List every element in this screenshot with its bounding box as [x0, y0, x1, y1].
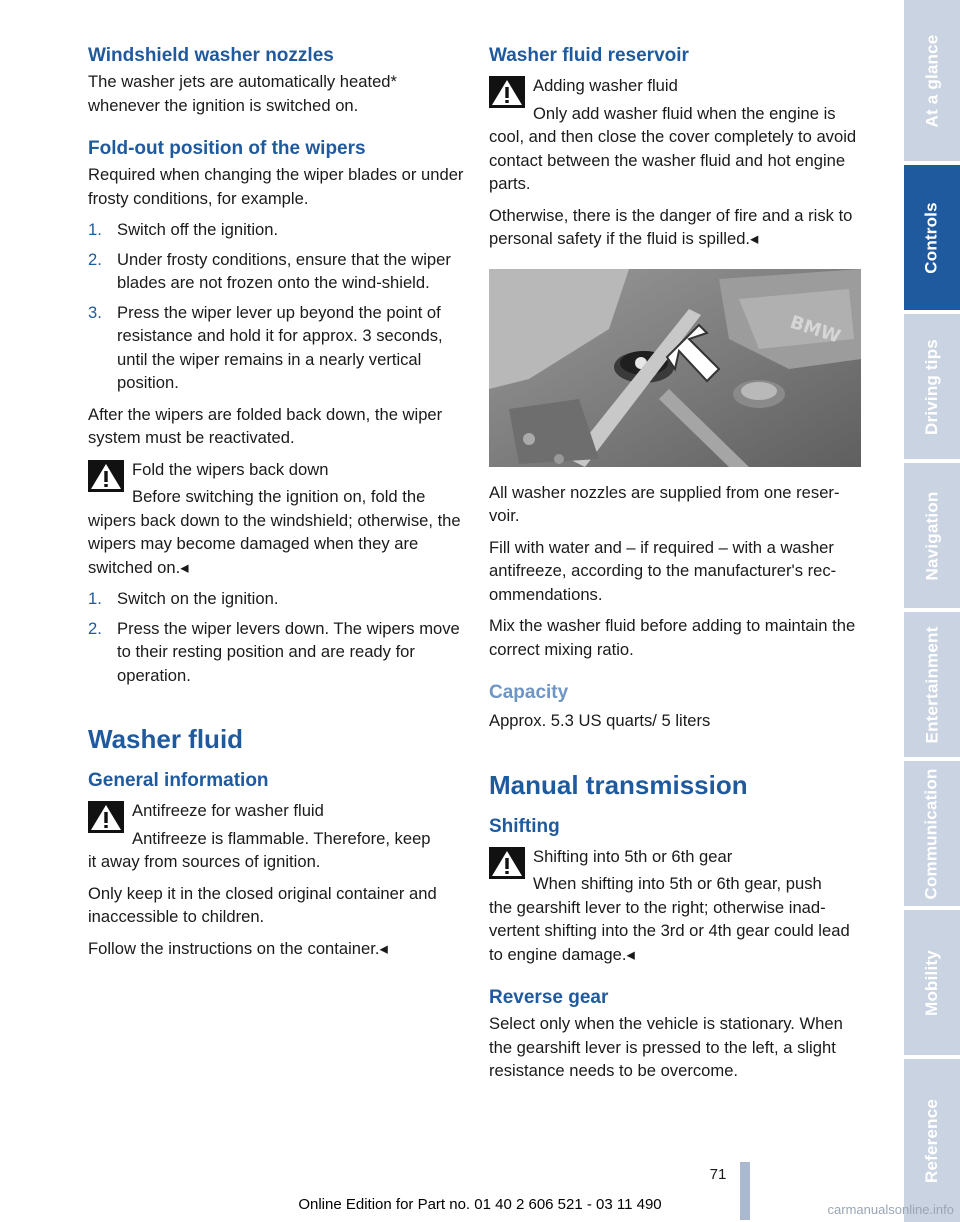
general-info-heading: General information	[88, 770, 269, 791]
warning-triangle-icon	[88, 460, 124, 492]
tab-label: Entertainment	[922, 626, 941, 743]
warning-line: Before switching the ignition on, fold the	[132, 487, 426, 506]
tab-communication[interactable]	[904, 761, 960, 906]
fill-text: Fill with water and – if required – with a washer antifreeze, according to the manufacturer's rec-ommendations.	[489, 537, 837, 604]
tab-controls[interactable]	[904, 165, 960, 310]
capacity-heading: Capacity	[489, 682, 569, 703]
warning-text: the gearshift lever to the right; otherwise inad-vertent shifting into the 3rd or 4th gear could lead to engine damage.◂	[489, 897, 850, 964]
watermark: carmanualsonline.info	[827, 1202, 954, 1217]
nozzles-text: The washer jets are automatically heated* whenever the ignition is switched on.	[88, 72, 397, 115]
step-number: 1.	[88, 589, 102, 608]
warning-fold-wipers	[88, 458, 464, 580]
follow-text: Follow the instructions on the container.◂	[88, 938, 388, 958]
warning-title: Fold the wipers back down	[132, 459, 329, 479]
otherwise-text: Otherwise, there is the danger of fire and a risk to personal safety if the fluid is spilled.◂	[489, 205, 853, 248]
warning-text: wipers back down to the windshield; otherwise, the wipers may become damaged when they are switched on.◂	[88, 510, 461, 577]
tab-label: Driving tips	[922, 338, 942, 435]
manual-transmission-heading: Manual transmission	[489, 769, 748, 800]
tab-label: At a glance	[922, 34, 941, 127]
list-item	[88, 301, 464, 395]
foldout-steps	[88, 218, 464, 395]
nozzles-reservoir-text: All washer nozzles are supplied from one reser-voir.	[489, 482, 840, 525]
tab-label: Mobility	[922, 949, 942, 1016]
foldout-intro: Required when changing the wiper blades or under frosty conditions, for example.	[88, 165, 464, 208]
tab-label: Communication	[922, 767, 942, 900]
step-number: 2.	[88, 249, 102, 269]
tab-mobility[interactable]	[904, 910, 960, 1055]
left-column	[88, 44, 464, 968]
chapter-tabs	[904, 0, 960, 1222]
list-item	[88, 248, 464, 295]
washer-reservoir-photo	[489, 269, 861, 467]
reservoir-heading: Washer fluid reservoir	[489, 45, 689, 66]
warning-line: When shifting into 5th or 6th gear, push	[533, 874, 822, 893]
tab-navigation[interactable]	[904, 463, 960, 608]
tab-label: Reference	[922, 1098, 942, 1183]
unfold-steps	[88, 587, 464, 687]
warning-title: Shifting into 5th or 6th gear	[533, 846, 733, 866]
tab-label: Controls	[922, 201, 942, 274]
warning-adding-fluid	[489, 74, 863, 196]
warning-line: Only add washer fluid when the engine is	[533, 103, 836, 123]
reverse-gear-text: Select only when the vehicle is stationary. When the gearshift lever is pressed to the left, a slight resistance needs to be overcome.	[489, 1014, 843, 1080]
warning-triangle-icon	[88, 801, 124, 833]
step-number: 2.	[88, 618, 102, 638]
step-text: Switch off the ignition.	[117, 220, 279, 239]
list-item	[88, 587, 464, 611]
tab-label: Navigation	[922, 491, 941, 580]
after-fold-text: After the wipers are folded back down, the wiper system must be reactivated.	[88, 404, 443, 447]
washer-fluid-heading: Washer fluid	[88, 724, 244, 754]
nozzles-heading: Windshield washer nozzles	[88, 45, 334, 66]
warning-title: Adding washer fluid	[533, 76, 678, 95]
tab-entertainment[interactable]	[904, 612, 960, 757]
warning-text: it away from sources of ignition.	[88, 852, 321, 871]
list-item	[88, 218, 464, 242]
step-text: Press the wiper lever up beyond the point of resistance and hold it for approx. 3 seconds, until the wiper remains in a nearly vertical position.	[117, 302, 443, 392]
page-number: 71	[709, 1166, 727, 1183]
list-item	[88, 617, 464, 688]
warning-text: cool, and then close the cover completely to avoid contact between the washer fluid and hot engine parts.	[489, 127, 857, 193]
capacity-text: Approx. 5.3 US quarts/ 5 liters	[489, 711, 711, 730]
tab-driving-tips[interactable]	[904, 314, 960, 459]
keep-text: Only keep it in the closed original container and inaccessible to children.	[88, 883, 437, 926]
mix-text: Mix the washer fluid before adding to maintain the correct mixing ratio.	[489, 616, 856, 659]
warning-shifting	[489, 845, 863, 967]
step-number: 3.	[88, 302, 102, 322]
engine-cover-logo: BMW	[787, 311, 843, 348]
step-text: Switch on the ignition.	[117, 589, 279, 608]
reverse-gear-heading: Reverse gear	[489, 987, 609, 1008]
shifting-heading: Shifting	[489, 815, 560, 837]
warning-title: Antifreeze for washer fluid	[132, 801, 324, 820]
warning-antifreeze	[88, 799, 464, 874]
step-text: Press the wiper levers down. The wipers move to their resting position and are ready for operation.	[117, 618, 460, 685]
step-number: 1.	[88, 220, 102, 239]
warning-triangle-icon	[489, 76, 525, 108]
warning-triangle-icon	[489, 847, 525, 879]
tab-at-a-glance[interactable]	[904, 0, 960, 161]
right-column	[489, 44, 863, 1091]
foldout-heading: Fold-out position of the wipers	[88, 138, 366, 159]
edition-footer: Online Edition for Part no. 01 40 2 606 521 - 03 11 490	[298, 1196, 662, 1213]
warning-line: Antifreeze is flammable. Therefore, keep	[132, 828, 431, 848]
step-text: Under frosty conditions, ensure that the wiper blades are not frozen onto the wind-shield.	[117, 249, 451, 292]
